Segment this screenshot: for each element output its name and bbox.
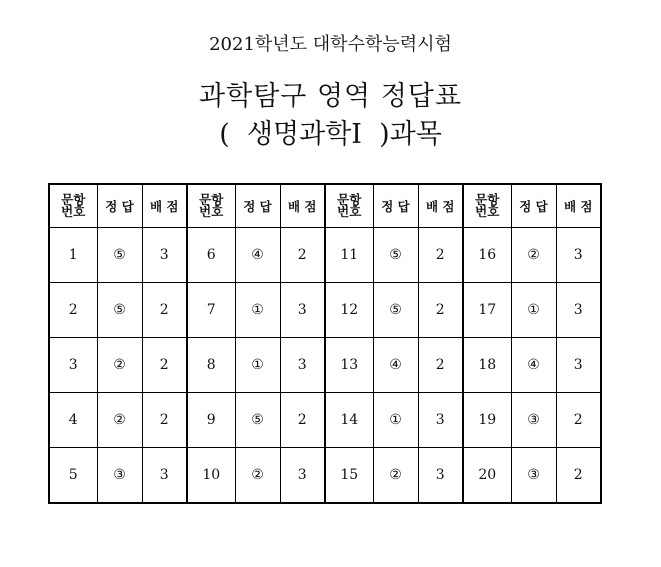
answer-cell: ⑤ (97, 228, 142, 283)
question-number-cell: 12 (325, 283, 373, 338)
header-question-no: 문항 번호 (325, 184, 373, 228)
answer-key-table (48, 183, 602, 504)
header-score: 배 점 (142, 184, 187, 228)
score-cell: 3 (142, 448, 187, 504)
header-answer: 정 답 (97, 184, 142, 228)
header-answer: 정 답 (511, 184, 556, 228)
answer-cell: ② (235, 448, 280, 504)
table-row (49, 228, 601, 283)
score-cell: 2 (142, 393, 187, 448)
answer-cell: ① (235, 338, 280, 393)
table-row (49, 338, 601, 393)
header-question-no: 문항 번호 (49, 184, 97, 228)
question-number-cell: 20 (463, 448, 511, 504)
header-answer: 정 답 (235, 184, 280, 228)
question-number-cell: 16 (463, 228, 511, 283)
header-score: 배 점 (556, 184, 601, 228)
subject-line: ( 생명과학Ⅰ )과목 (219, 119, 442, 150)
answer-cell: ④ (511, 338, 556, 393)
score-cell: 3 (556, 283, 601, 338)
answer-cell: ⑤ (373, 283, 418, 338)
question-number-cell: 10 (187, 448, 235, 504)
score-cell: 3 (280, 448, 325, 504)
table-body (49, 228, 601, 504)
score-cell: 2 (280, 228, 325, 283)
table-row (49, 283, 601, 338)
question-number-cell: 3 (49, 338, 97, 393)
answer-cell: ⑤ (373, 228, 418, 283)
question-number-cell: 11 (325, 228, 373, 283)
answer-cell: ① (373, 393, 418, 448)
question-number-cell: 1 (49, 228, 97, 283)
question-number-cell: 7 (187, 283, 235, 338)
exam-subtitle: 2021학년도 대학수학능력시험 (209, 34, 452, 55)
answer-cell: ⑤ (97, 283, 142, 338)
score-cell: 3 (142, 228, 187, 283)
score-cell: 2 (418, 283, 463, 338)
answer-cell: ② (373, 448, 418, 504)
question-number-cell: 15 (325, 448, 373, 504)
page-title: 과학탐구 영역 정답표 (199, 81, 462, 112)
answer-cell: ① (235, 283, 280, 338)
question-number-cell: 18 (463, 338, 511, 393)
question-number-cell: 14 (325, 393, 373, 448)
score-cell: 3 (280, 283, 325, 338)
score-cell: 2 (280, 393, 325, 448)
header-question-no: 문항 번호 (463, 184, 511, 228)
answer-cell: ③ (511, 393, 556, 448)
question-number-cell: 9 (187, 393, 235, 448)
header-answer: 정 답 (373, 184, 418, 228)
table-row (49, 393, 601, 448)
question-number-cell: 8 (187, 338, 235, 393)
answer-cell: ④ (373, 338, 418, 393)
score-cell: 3 (280, 338, 325, 393)
score-cell: 3 (418, 448, 463, 504)
score-cell: 2 (418, 228, 463, 283)
score-cell: 3 (418, 393, 463, 448)
answer-cell: ⑤ (235, 393, 280, 448)
score-cell: 2 (556, 393, 601, 448)
question-number-cell: 4 (49, 393, 97, 448)
question-number-cell: 2 (49, 283, 97, 338)
score-cell: 2 (556, 448, 601, 504)
header-score: 배 점 (418, 184, 463, 228)
answer-cell: ① (511, 283, 556, 338)
table-row (49, 448, 601, 504)
question-number-cell: 6 (187, 228, 235, 283)
answer-cell: ③ (97, 448, 142, 504)
answer-cell: ② (511, 228, 556, 283)
answer-cell: ④ (235, 228, 280, 283)
score-cell: 3 (556, 338, 601, 393)
question-number-cell: 17 (463, 283, 511, 338)
score-cell: 2 (418, 338, 463, 393)
score-cell: 2 (142, 338, 187, 393)
header-score: 배 점 (280, 184, 325, 228)
question-number-cell: 5 (49, 448, 97, 504)
score-cell: 2 (142, 283, 187, 338)
header-row (49, 184, 601, 228)
answer-cell: ② (97, 338, 142, 393)
score-cell: 3 (556, 228, 601, 283)
question-number-cell: 19 (463, 393, 511, 448)
answer-cell: ② (97, 393, 142, 448)
header-question-no: 문항 번호 (187, 184, 235, 228)
question-number-cell: 13 (325, 338, 373, 393)
answer-cell: ③ (511, 448, 556, 504)
